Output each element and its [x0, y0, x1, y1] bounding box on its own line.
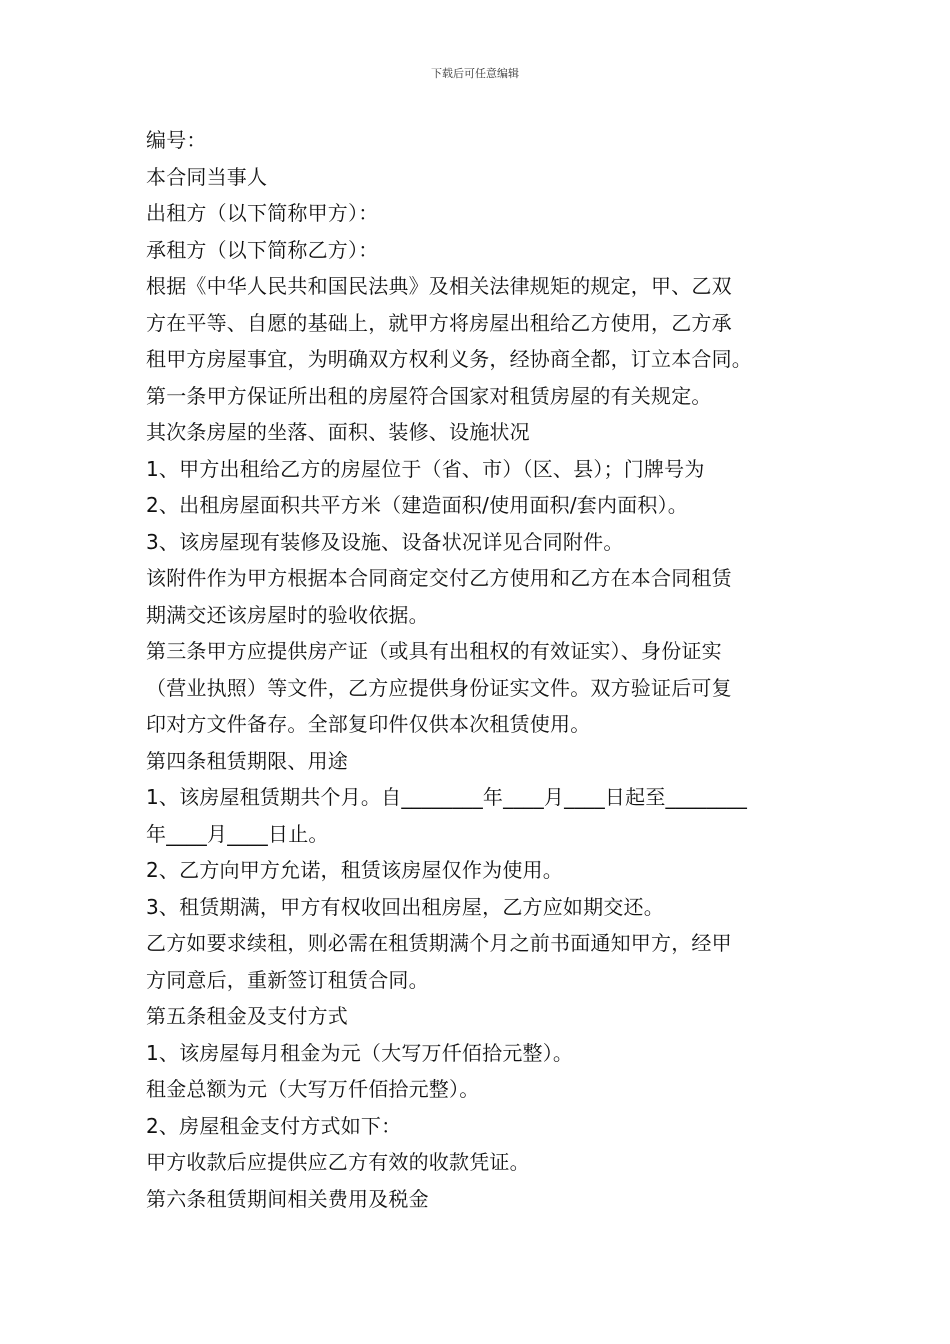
text-line: 2、乙方向甲方允诺，租赁该房屋仅作为使用。 [146, 858, 563, 882]
text-line: 第一条甲方保证所出租的房屋符合国家对租赁房屋的有关规定。 [146, 383, 712, 408]
text-line: 根据《中华人民共和国民法典》及相关法律规矩的规定，甲、乙双 [146, 274, 732, 298]
text-line: 年____月____日止。 [146, 821, 329, 846]
page-header: 下载后可任意编辑 [431, 67, 519, 80]
text-line: 第五条租金及支付方式 [146, 1004, 348, 1028]
text-line: 编号： [146, 128, 207, 152]
text-line: 甲方收款后应提供应乙方有效的收款凭证。 [146, 1150, 530, 1174]
text-line: 该附件作为甲方根据本合同商定交付乙方使用和乙方在本合同租赁 [146, 566, 732, 590]
text-line: 租甲方房屋事宜，为明确双方权利义务，经协商全都，订立本合同。 [146, 347, 752, 371]
text-line: 第四条租赁期限、用途 [146, 748, 348, 773]
text-line: 租金总额为元（大写万仟佰拾元整）。 [146, 1077, 480, 1101]
text-line: 1、甲方出租给乙方的房屋位于（省、市）（区、县）；门牌号为 [146, 456, 705, 481]
text-line: 1、该房屋租赁期共个月。自________年____月____日起至________ [146, 785, 748, 809]
text-line: 其次条房屋的坐落、面积、装修、设施状况 [146, 420, 530, 444]
text-line: 第六条租赁期间相关费用及税金 [146, 1186, 429, 1211]
text-line: 1、该房屋每月租金为元（大写万仟佰拾元整）。 [146, 1040, 574, 1065]
text-line: 2、房屋租金支付方式如下： [146, 1113, 402, 1138]
text-line: 2、出租房屋面积共平方米（建造面积/使用面积/套内面积）。 [146, 493, 689, 517]
text-line: 期满交还该房屋时的验收依据。 [146, 602, 429, 627]
text-line: 方在平等、自愿的基础上，就甲方将房屋出租给乙方使用，乙方承 [146, 310, 732, 335]
text-line: 方同意后，重新签订租赁合同。 [146, 967, 429, 992]
text-line: 3、租赁期满，甲方有权收回出租房屋，乙方应如期交还。 [146, 894, 664, 919]
text-line: 第三条甲方应提供房产证（或具有出租权的有效证实）、身份证实 [146, 639, 722, 663]
document-body [146, 122, 810, 1217]
text-line: 本合同当事人 [146, 164, 268, 189]
text-line: 出租方（以下简称甲方）： [146, 201, 379, 225]
text-line: 承租方（以下简称乙方）： [146, 237, 379, 262]
text-line: 印对方文件备存。全部复印件仅供本次租赁使用。 [146, 712, 591, 736]
text-line: 乙方如要求续租，则必需在租赁期满个月之前书面通知甲方，经甲 [146, 931, 732, 955]
text-line: （营业执照）等文件，乙方应提供身份证实文件。双方验证后可复 [146, 675, 732, 700]
text-line: 3、该房屋现有装修及设施、设备状况详见合同附件。 [146, 529, 624, 554]
